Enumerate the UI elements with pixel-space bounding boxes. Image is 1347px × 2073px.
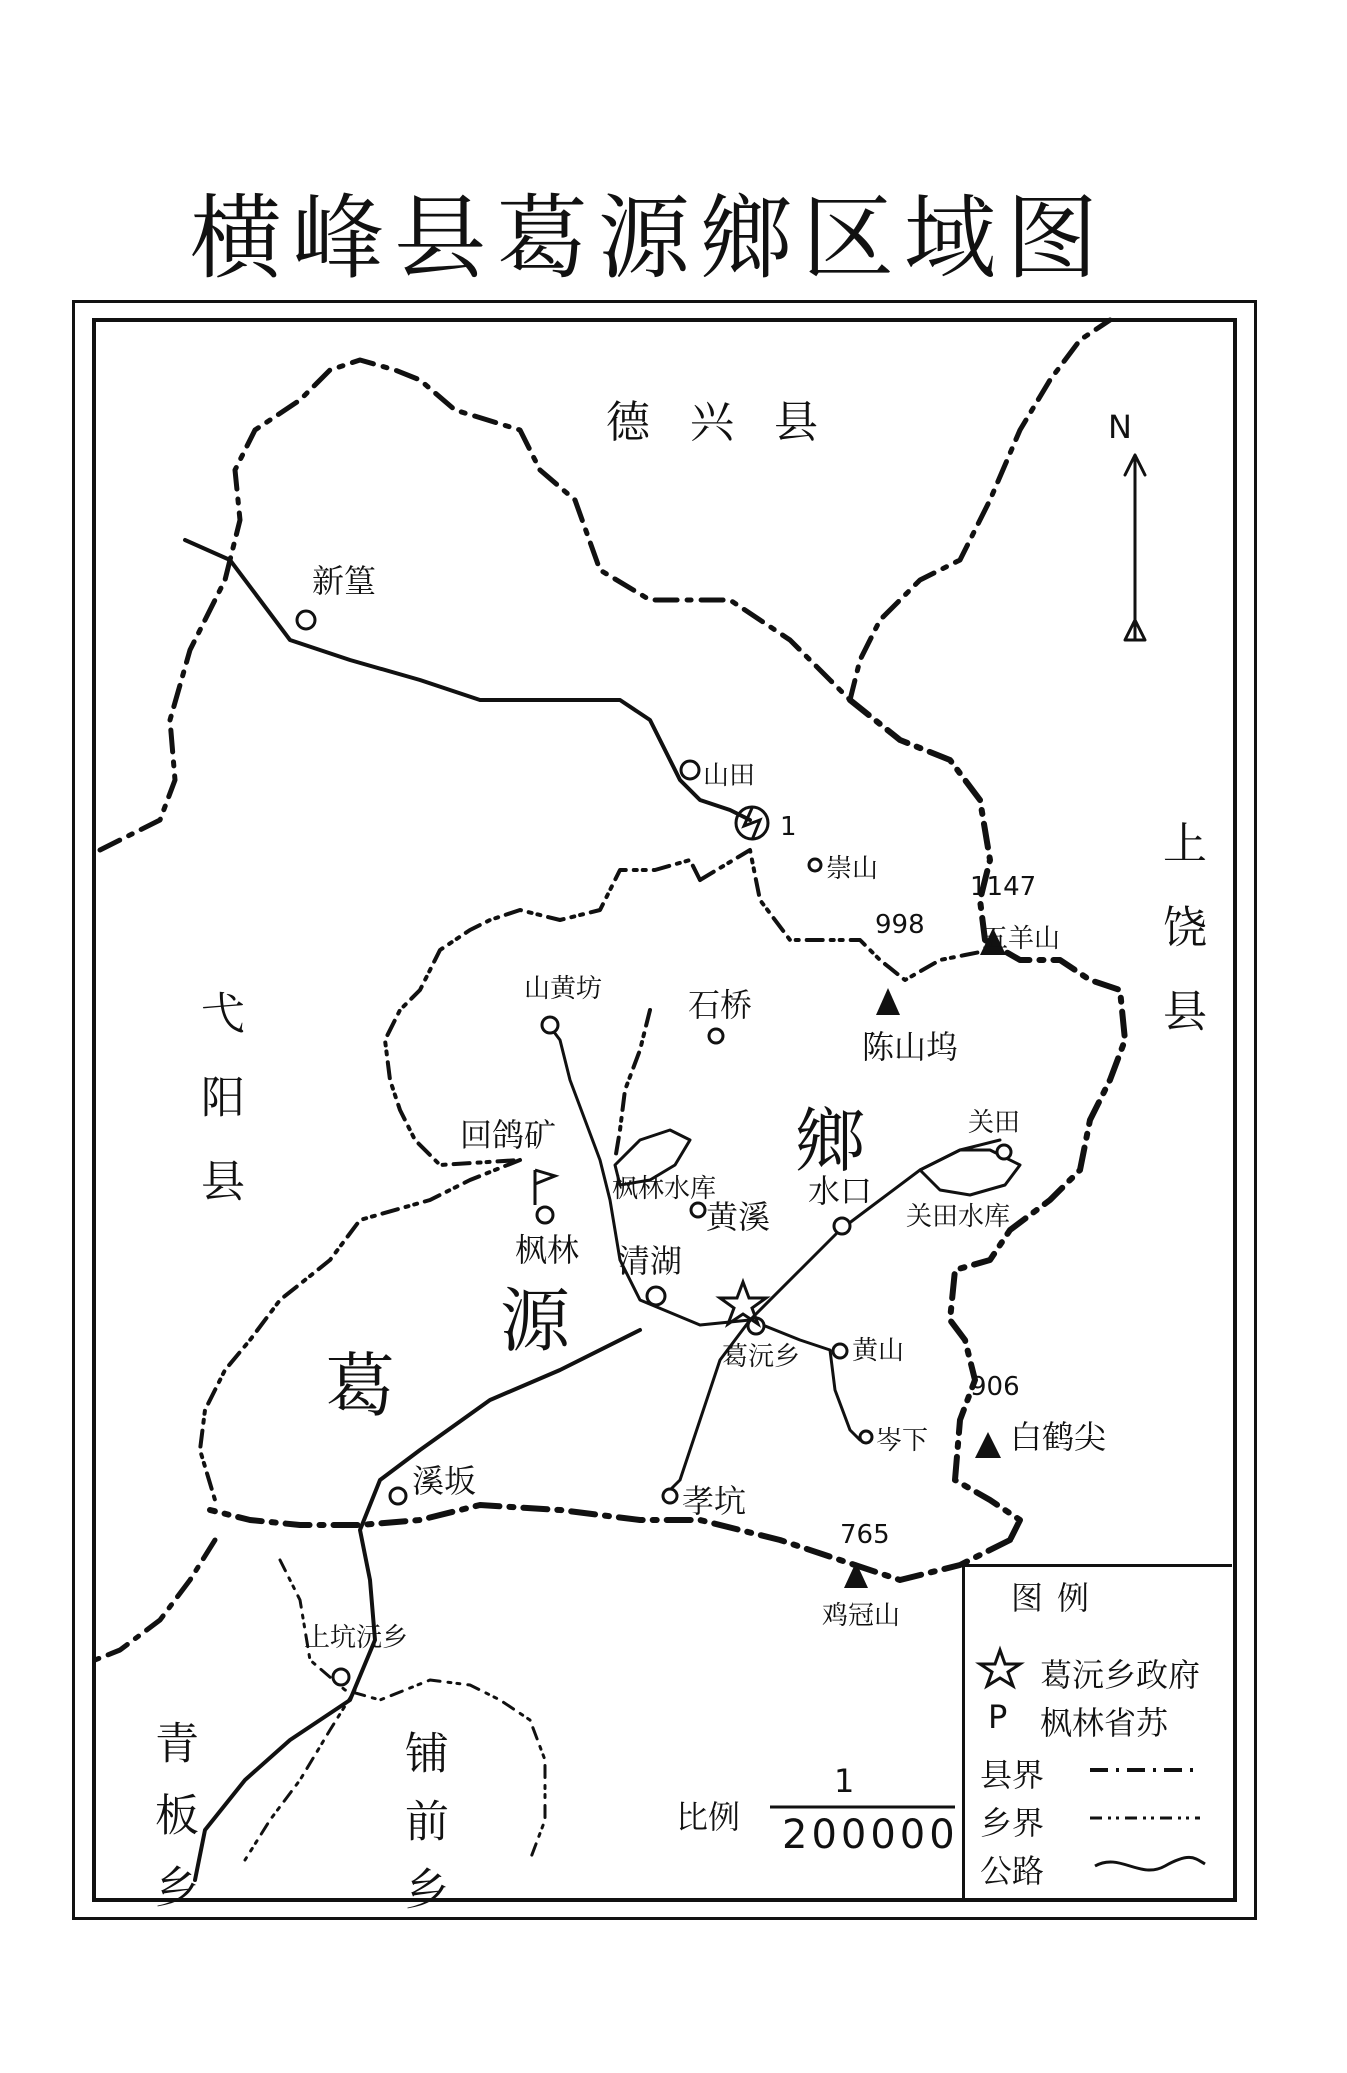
height-jiguan: 765 xyxy=(840,1520,890,1550)
neighbor-southwest-2-label: 铺前乡 xyxy=(397,1730,448,1934)
height-baihe: 906 xyxy=(970,1372,1020,1402)
neighbor-north-label: 德兴县 xyxy=(606,397,858,448)
label-fenglin: 枫林 xyxy=(515,1231,580,1269)
label-guantian-reservoir: 关田水库 xyxy=(906,1202,1011,1232)
xinhuang-marker xyxy=(297,611,315,629)
label-qinghu: 清湖 xyxy=(618,1242,683,1280)
label-shanhuangfang: 山黄坊 xyxy=(524,974,603,1004)
xiaokeng-marker xyxy=(663,1489,677,1503)
fenglin-marker xyxy=(537,1207,553,1223)
north-label: N xyxy=(1108,408,1132,446)
shangkeng-marker xyxy=(333,1669,349,1685)
label-shiqiao: 石桥 xyxy=(688,986,753,1024)
legend-township-label: 乡界 xyxy=(980,1804,1045,1842)
neighbor-east-label: 上饶县 xyxy=(1155,820,1206,1072)
label-xiban: 溪坂 xyxy=(412,1462,477,1500)
qinghu-marker xyxy=(647,1287,665,1305)
township-boundary-south-lower2 xyxy=(245,1690,355,1860)
chongshan-marker xyxy=(809,859,821,871)
label-shangkeng: 上坑沅乡 xyxy=(304,1623,409,1653)
label-huigekuang: 回鸽矿 xyxy=(460,1116,557,1154)
cenxia-marker xyxy=(860,1431,872,1443)
scale-denominator: 200000 xyxy=(782,1812,959,1858)
legend-flag-symbol: P xyxy=(988,1698,1008,1736)
shuikou-marker xyxy=(834,1218,850,1234)
label-gefan-town: 葛沅乡 xyxy=(722,1342,801,1372)
region-name-char-1: 葛 xyxy=(325,1345,395,1427)
highway-main xyxy=(185,540,750,820)
label-shantian: 山田 xyxy=(703,761,756,791)
legend-county-label: 县界 xyxy=(980,1756,1045,1794)
legend-soviet-label: 枫林省苏 xyxy=(1040,1704,1169,1742)
neighbor-west-label: 弋阳县 xyxy=(193,990,244,1242)
height-wuyangshan: 1147 xyxy=(970,872,1037,902)
chenshan-peak-icon xyxy=(876,988,900,1015)
label-huangshan: 黄山 xyxy=(852,1336,905,1366)
label-huangxi: 黄溪 xyxy=(706,1198,771,1236)
neighbor-southwest-1-label: 青板乡 xyxy=(147,1720,198,1936)
county-boundary-south xyxy=(210,1505,1010,1580)
label-chongshan: 崇山 xyxy=(826,854,879,884)
label-xinhuang: 新篁 xyxy=(312,562,377,600)
county-boundary-southwest xyxy=(95,1540,215,1660)
huangshan-marker xyxy=(833,1344,847,1358)
legend-road-label: 公路 xyxy=(980,1852,1045,1890)
label-xiaokeng: 孝坑 xyxy=(682,1482,747,1520)
xiban-marker xyxy=(390,1488,406,1504)
label-cenxia: 岑下 xyxy=(876,1426,929,1456)
scale-numerator: 1 xyxy=(834,1762,855,1800)
shanhuangfang-marker xyxy=(542,1017,558,1033)
label-jiguanshan: 鸡冠山 xyxy=(822,1601,901,1631)
scale-label: 比例 xyxy=(676,1798,741,1836)
label-wuyangshan: 五羊山 xyxy=(982,924,1061,954)
huangxi-marker xyxy=(691,1203,705,1217)
shantian-marker xyxy=(681,761,699,779)
label-baiheshan: 白鹤尖 xyxy=(1010,1418,1107,1456)
shiqiao-marker xyxy=(709,1029,723,1043)
height-chenshan: 998 xyxy=(875,910,925,940)
region-name-char-2: 源 xyxy=(500,1280,570,1362)
label-shuikou: 水口 xyxy=(808,1172,873,1210)
legend-title: 图例 xyxy=(1011,1579,1104,1617)
station-symbol xyxy=(736,807,768,840)
baihe-peak-icon xyxy=(975,1432,1001,1458)
fenglin-soviet-flag-icon xyxy=(535,1170,555,1205)
region-name-char-3: 鄉 xyxy=(795,1100,865,1182)
map-title: 横峰县葛源鄉区域图 xyxy=(190,185,1109,292)
label-chenshanwu: 陈山坞 xyxy=(862,1028,959,1066)
legend-government-label: 葛沅乡政府 xyxy=(1040,1656,1201,1694)
label-fenglin-reservoir: 枫林水库 xyxy=(612,1174,717,1204)
label-guantian: 关田 xyxy=(968,1108,1021,1138)
label-station-number: 1 xyxy=(780,812,797,842)
guantian-marker xyxy=(997,1145,1011,1159)
